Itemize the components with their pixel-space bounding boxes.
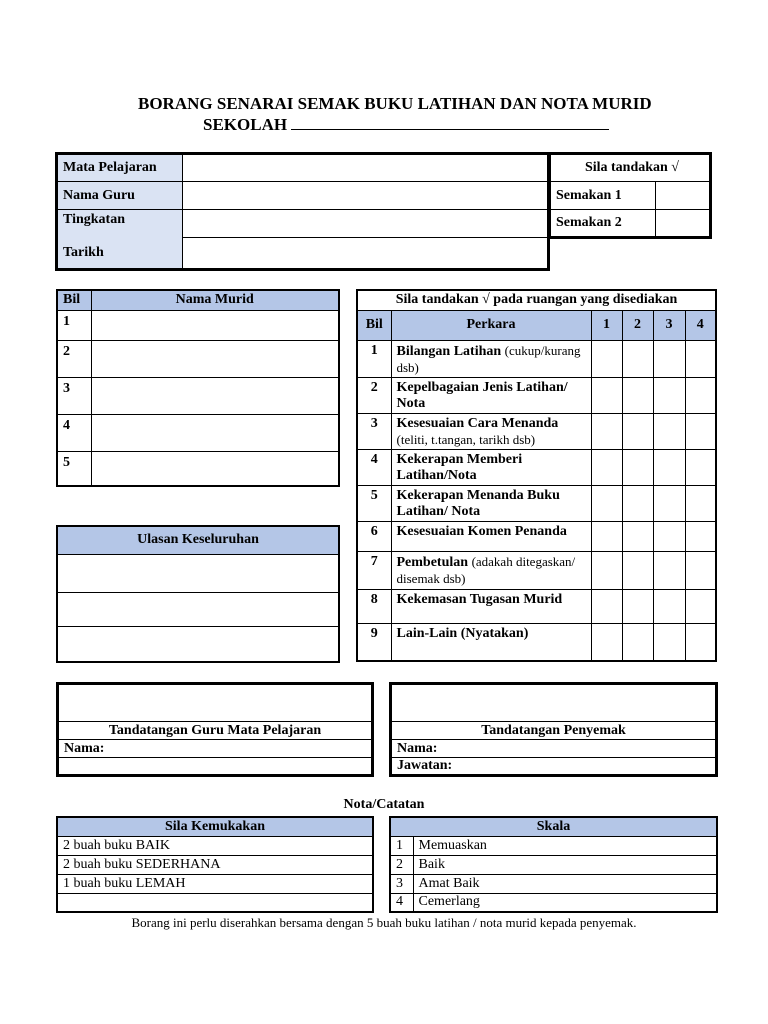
student-name-field[interactable] — [91, 414, 339, 451]
col-scale-3: 3 — [653, 310, 685, 340]
kemukakan-table — [56, 816, 374, 913]
skala-no: 4 — [390, 893, 413, 912]
signature-guru-extra[interactable] — [58, 758, 373, 776]
skala-title: Skala — [390, 817, 717, 836]
criteria-caption: Sila tandakan √ pada ruangan yang disediakan — [357, 290, 716, 310]
skala-table — [389, 816, 718, 913]
criteria-no: 8 — [357, 589, 391, 623]
col-nama-murid: Nama Murid — [91, 290, 339, 310]
criteria-check-cell-4[interactable] — [685, 485, 716, 521]
skala-label: Amat Baik — [413, 874, 717, 893]
criteria-perkara — [391, 521, 591, 551]
criteria-check-cell-4[interactable] — [685, 449, 716, 485]
criteria-no: 2 — [357, 377, 391, 413]
criteria-row — [357, 485, 716, 521]
criteria-perkara-title: Kesesuaian Komen Penanda — [396, 523, 567, 539]
criteria-table — [356, 289, 717, 662]
criteria-perkara — [391, 485, 591, 521]
student-name-field[interactable] — [91, 340, 339, 377]
skala-no: 2 — [390, 855, 413, 874]
label-nama-guru: Nama Guru — [57, 182, 183, 210]
criteria-check-cell-2[interactable] — [622, 485, 653, 521]
signature-penyemak-jawatan[interactable]: Jawatan: — [391, 758, 717, 776]
col-scale-1: 1 — [591, 310, 622, 340]
criteria-check-cell-3[interactable] — [653, 521, 685, 551]
kemukakan-empty — [57, 893, 373, 912]
criteria-row — [357, 377, 716, 413]
criteria-check-cell-4[interactable] — [685, 551, 716, 589]
student-name-field[interactable] — [91, 451, 339, 486]
criteria-perkara-title: Pembetulan — [396, 554, 469, 570]
signature-penyemak-area[interactable] — [391, 684, 717, 722]
criteria-check-cell-2[interactable] — [622, 449, 653, 485]
kemukakan-title: Sila Kemukakan — [57, 817, 373, 836]
field-nama-guru[interactable] — [183, 182, 549, 210]
signature-guru-nama[interactable]: Nama: — [58, 740, 373, 758]
criteria-check-cell-2[interactable] — [622, 377, 653, 413]
kemukakan-item: 1 buah buku LEMAH — [57, 874, 373, 893]
criteria-row — [357, 623, 716, 661]
criteria-no: 5 — [357, 485, 391, 521]
student-no: 2 — [57, 340, 91, 377]
student-no: 5 — [57, 451, 91, 486]
skala-label: Cemerlang — [413, 893, 717, 912]
criteria-check-cell-3[interactable] — [653, 413, 685, 449]
criteria-check-cell-3[interactable] — [653, 551, 685, 589]
criteria-perkara-title: Kekerapan Menanda Buku Latihan/ Nota — [396, 487, 560, 519]
col-perkara: Perkara — [391, 310, 591, 340]
skala-label: Memuaskan — [413, 836, 717, 855]
criteria-check-cell-1[interactable] — [591, 485, 622, 521]
ulasan-line[interactable] — [57, 554, 339, 592]
criteria-perkara — [391, 589, 591, 623]
signature-guru-title: Tandatangan Guru Mata Pelajaran — [58, 722, 373, 740]
criteria-check-cell-4[interactable] — [685, 413, 716, 449]
criteria-check-cell-2[interactable] — [622, 340, 653, 377]
criteria-perkara-note: (adakah ditegaskan/ disemak dsb) — [396, 553, 576, 586]
criteria-perkara-title: Bilangan Latihan — [396, 343, 502, 359]
student-name-field[interactable] — [91, 377, 339, 414]
criteria-check-cell-3[interactable] — [653, 340, 685, 377]
criteria-row — [357, 340, 716, 377]
student-name-field[interactable] — [91, 310, 339, 340]
student-no: 4 — [57, 414, 91, 451]
skala-label: Baik — [413, 855, 717, 874]
criteria-perkara-title: Kekemasan Tugasan Murid — [396, 591, 563, 607]
criteria-check-cell-3[interactable] — [653, 377, 685, 413]
criteria-check-cell-4[interactable] — [685, 589, 716, 623]
criteria-row — [357, 449, 716, 485]
criteria-check-cell-4[interactable] — [685, 521, 716, 551]
criteria-check-cell-2[interactable] — [622, 551, 653, 589]
criteria-check-cell-1[interactable] — [591, 589, 622, 623]
signature-penyemak-nama[interactable]: Nama: — [391, 740, 717, 758]
skala-no: 1 — [390, 836, 413, 855]
criteria-check-cell-2[interactable] — [622, 623, 653, 661]
criteria-check-cell-3[interactable] — [653, 485, 685, 521]
signature-penyemak-table — [389, 682, 718, 777]
criteria-perkara — [391, 413, 591, 449]
criteria-check-cell-3[interactable] — [653, 449, 685, 485]
criteria-perkara — [391, 623, 591, 661]
col-scale-4: 4 — [685, 310, 716, 340]
semakan-title: Sila tandakan √ — [550, 154, 711, 182]
label-mata-pelajaran: Mata Pelajaran — [57, 154, 183, 182]
criteria-no: 6 — [357, 521, 391, 551]
label-tingkatan: Tingkatan — [57, 210, 183, 238]
criteria-check-cell-4[interactable] — [685, 340, 716, 377]
criteria-perkara-title: Kekerapan Memberi Latihan/Nota — [396, 451, 523, 483]
signature-penyemak-title: Tandatangan Penyemak — [391, 722, 717, 740]
criteria-check-cell-4[interactable] — [685, 377, 716, 413]
col-scale-2: 2 — [622, 310, 653, 340]
criteria-check-cell-1[interactable] — [591, 340, 622, 377]
school-label: SEKOLAH — [203, 115, 288, 134]
criteria-no: 4 — [357, 449, 391, 485]
criteria-check-cell-4[interactable] — [685, 623, 716, 661]
form-title: BORANG SENARAI SEMAK BUKU LATIHAN DAN NOTA MURID — [138, 94, 652, 113]
criteria-check-cell-1[interactable] — [591, 377, 622, 413]
criteria-check-cell-1[interactable] — [591, 623, 622, 661]
kemukakan-item: 2 buah buku BAIK — [57, 836, 373, 855]
ulasan-line[interactable] — [57, 626, 339, 662]
signature-guru-table — [56, 682, 374, 777]
kemukakan-item: 2 buah buku SEDERHANA — [57, 855, 373, 874]
field-mata-pelajaran[interactable] — [183, 154, 549, 182]
criteria-row — [357, 413, 716, 449]
criteria-perkara — [391, 340, 591, 377]
criteria-perkara-title: Lain-Lain (Nyatakan) — [396, 625, 529, 641]
label-semakan-2: Semakan 2 — [550, 210, 656, 238]
criteria-check-cell-1[interactable] — [591, 413, 622, 449]
field-tarikh[interactable] — [183, 238, 549, 270]
col-bil: Bil — [57, 290, 91, 310]
check-semakan-1[interactable] — [656, 182, 711, 210]
student-no: 1 — [57, 310, 91, 340]
criteria-check-cell-2[interactable] — [622, 521, 653, 551]
criteria-no: 1 — [357, 340, 391, 377]
ulasan-line[interactable] — [57, 592, 339, 626]
criteria-perkara-note: (teliti, t.tangan, tarikh dsb) — [396, 431, 536, 447]
students-table — [56, 289, 340, 487]
criteria-check-cell-1[interactable] — [591, 449, 622, 485]
label-tarikh: Tarikh — [57, 238, 183, 270]
criteria-perkara — [391, 449, 591, 485]
ulasan-title: Ulasan Keseluruhan — [57, 526, 339, 554]
criteria-check-cell-2[interactable] — [622, 589, 653, 623]
criteria-perkara-title: Kesesuaian Cara Menanda — [396, 415, 559, 431]
signature-guru-area[interactable] — [58, 684, 373, 722]
school-blank[interactable] — [291, 115, 609, 130]
check-semakan-2[interactable] — [656, 210, 711, 238]
footer-note: Borang ini perlu diserahkan bersama dengan 5 buah buku latihan / nota murid kepada penyemak. — [131, 915, 637, 930]
skala-no: 3 — [390, 874, 413, 893]
semakan-table — [548, 152, 712, 239]
criteria-no: 7 — [357, 551, 391, 589]
criteria-row — [357, 551, 716, 589]
criteria-check-cell-2[interactable] — [622, 413, 653, 449]
criteria-row — [357, 589, 716, 623]
ulasan-table — [56, 525, 340, 663]
criteria-no: 3 — [357, 413, 391, 449]
criteria-no: 9 — [357, 623, 391, 661]
criteria-perkara-note: (cukup/kurang dsb) — [396, 342, 581, 375]
school-line — [203, 115, 609, 135]
criteria-row — [357, 521, 716, 551]
label-semakan-1: Semakan 1 — [550, 182, 656, 210]
criteria-check-cell-1[interactable] — [591, 551, 622, 589]
criteria-check-cell-3[interactable] — [653, 623, 685, 661]
field-tingkatan[interactable] — [183, 210, 549, 238]
col-bil: Bil — [357, 310, 391, 340]
notes-title: Nota/Catatan — [343, 797, 425, 812]
criteria-perkara — [391, 551, 591, 589]
criteria-check-cell-3[interactable] — [653, 589, 685, 623]
criteria-perkara — [391, 377, 591, 413]
info-table — [55, 152, 550, 271]
student-no: 3 — [57, 377, 91, 414]
criteria-check-cell-1[interactable] — [591, 521, 622, 551]
criteria-perkara-title: Kepelbagaian Jenis Latihan/ Nota — [396, 379, 568, 411]
